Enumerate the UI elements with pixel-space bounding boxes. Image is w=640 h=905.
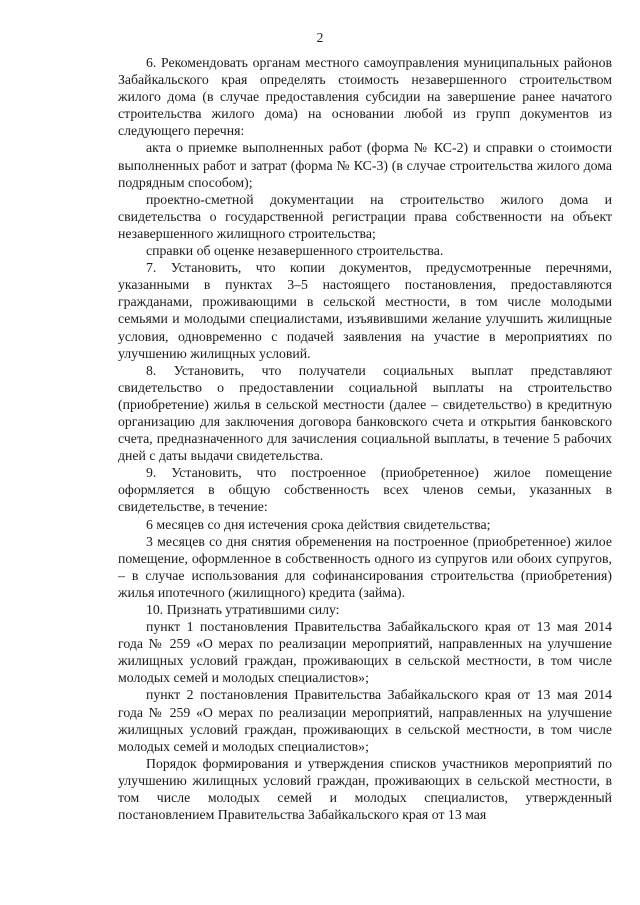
paragraph-act-ks2: акта о приемке выполненных работ (форма № КС-2) и справки о стоимости выполненных работ и затрат (форма № КС-3) (в случае строительства жилого дома подрядным способом); [118, 140, 612, 190]
paragraph-item-9: 9. Установить, что построенное (приобретенное) жилое помещение оформляется в общую собственность всех членов семьи, указанных в свидетельстве, в течение: [118, 465, 612, 515]
paragraph-item-8: 8. Установить, что получатели социальных выплат представляют свидетельство о предоставлении социальной выплаты на строительство (приобретение) жилья в сельской местности (далее – свидетельство) в кредитную организацию для заключения договора банковского счета и открытия банковского счета, предназначенного для зачисления социальной выплаты, в течение 5 рабочих дней с даты выдачи свидетельства. [118, 362, 612, 464]
paragraph-item-6: 6. Рекомендовать органам местного самоуправления муниципальных районов Забайкальского края определять стоимость незавершенного строительством жилого дома (в случае предоставления субсидии на завершение ранее начатого строительства жилого дома) на основании любой из групп документов из следующего перечня: [118, 55, 612, 139]
paragraph-valuation: справки об оценке незавершенного строительства. [146, 243, 444, 259]
paragraph-item-7: 7. Установить, что копии документов, предусмотренные перечнями, указанными в пунктах 3–5 настоящего постановления, предоставляются гражданами, проживающими в сельской местности, в том числе молодыми семьями и молодыми специалистами, изъявившими желание улучшить жилищные условия, одновременно с подачей заявления на участие в мероприятиях по улучшению жилищных условий. [118, 260, 612, 361]
page-number: 2 [316, 30, 324, 45]
paragraph-6-months: 6 месяцев со дня истечения срока действия свидетельства; [146, 516, 491, 532]
paragraph-procedure: Порядок формирования и утверждения списков участников мероприятий по улучшению жилищных условий граждан, проживающих в сельской местности, в том числе молодых семей и молодых специалистов, утвержденный постановлением Правительства Забайкальского края от 13 мая [118, 755, 612, 823]
paragraph-point-1: пункт 1 постановления Правительства Забайкальского края от 13 мая 2014 года № 259 «О мерах по реализации мероприятий, направленных на улучшение жилищных условий граждан, проживающих в сельской местности, в том числе молодых семей и молодых специалистов»; [118, 619, 612, 686]
paragraph-project-docs: проектно-сметной документации на строительство жилого дома и свидетельства о государственной регистрации права собственности на объект незавершенного жилищного строительства; [118, 191, 612, 241]
paragraph-item-10: 10. Признать утратившими силу: [146, 602, 340, 617]
document-body [118, 54, 612, 823]
paragraph-3-months: 3 месяцев со дня снятия обременения на построенное (приобретенное) жилое помещение, оформленное в собственность одного из супругов или обоих супругов, – в случае использования для софинансирования строительства (приобретения) жилья ипотечного (жилищного) кредита (займа). [118, 533, 612, 600]
paragraph-point-2: пункт 2 постановления Правительства Забайкальского края от 13 мая 2014 года № 259 «О мерах по реализации мероприятий, направленных на улучшение жилищных условий граждан, проживающих в сельской местности, в том числе молодых семей и молодых специалистов»; [118, 687, 612, 754]
